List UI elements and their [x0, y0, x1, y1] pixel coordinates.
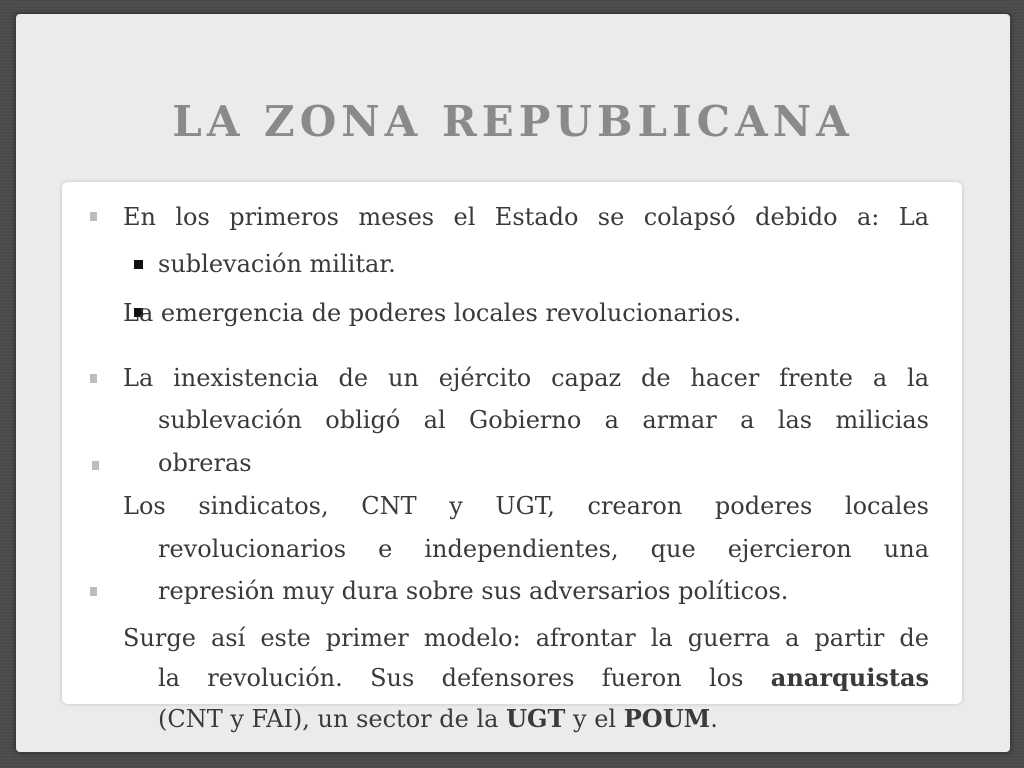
bullet-text-5-line-1: Surge así este primer modelo: afrontar la guerra a partir de: [123, 624, 929, 652]
bullet-text-5-line-3-a: (CNT y FAI), un sector de la: [158, 705, 499, 733]
bullet-text-3-line-1: La inexistencia de un ejército capaz de hacer frente a la: [123, 364, 929, 392]
bullet-text-3-line-3: obreras: [158, 449, 252, 477]
bullet-marker-4: [90, 587, 97, 596]
bullet-text-3-line-2: sublevación obligó al Gobierno a armar a las milicias: [158, 406, 929, 434]
bullet-text-2: La emergencia de poderes locales revolucionarios.: [123, 299, 742, 327]
bullet-text-5-line-3-e: .: [710, 705, 718, 733]
bullet-text-5-line-3: [158, 698, 929, 740]
bullet-marker-2: [90, 374, 97, 383]
bullet-text-5-line-2-a: la revolución. Sus defensores fueron los: [158, 664, 744, 692]
bold-anarquistas: anarquistas: [770, 663, 929, 692]
bullet-text-1-line-1: En los primeros meses el Estado se colapsó debido a: La: [123, 203, 929, 231]
bullet-text-5-line-2: [158, 657, 929, 699]
bullet-text-4-line-1: Los sindicatos, CNT y UGT, crearon poderes locales: [123, 492, 929, 520]
bullet-marker-sub-1: [134, 260, 143, 269]
bullet-marker-1: [90, 212, 97, 221]
bold-poum: POUM: [623, 704, 711, 733]
bullet-text-5-line-3-c: y el: [573, 705, 617, 733]
bullet-text-4-line-3: represión muy dura sobre sus adversarios políticos.: [158, 577, 789, 605]
slide-title: LA ZONA REPUBLICANA: [172, 97, 854, 146]
bullet-text-1-line-2: sublevación militar.: [158, 250, 396, 278]
bullet-marker-3: [92, 461, 99, 470]
bullet-text-4-line-2: revolucionarios e independientes, que ejercieron una: [158, 535, 929, 563]
bold-ugt: UGT: [506, 704, 566, 733]
